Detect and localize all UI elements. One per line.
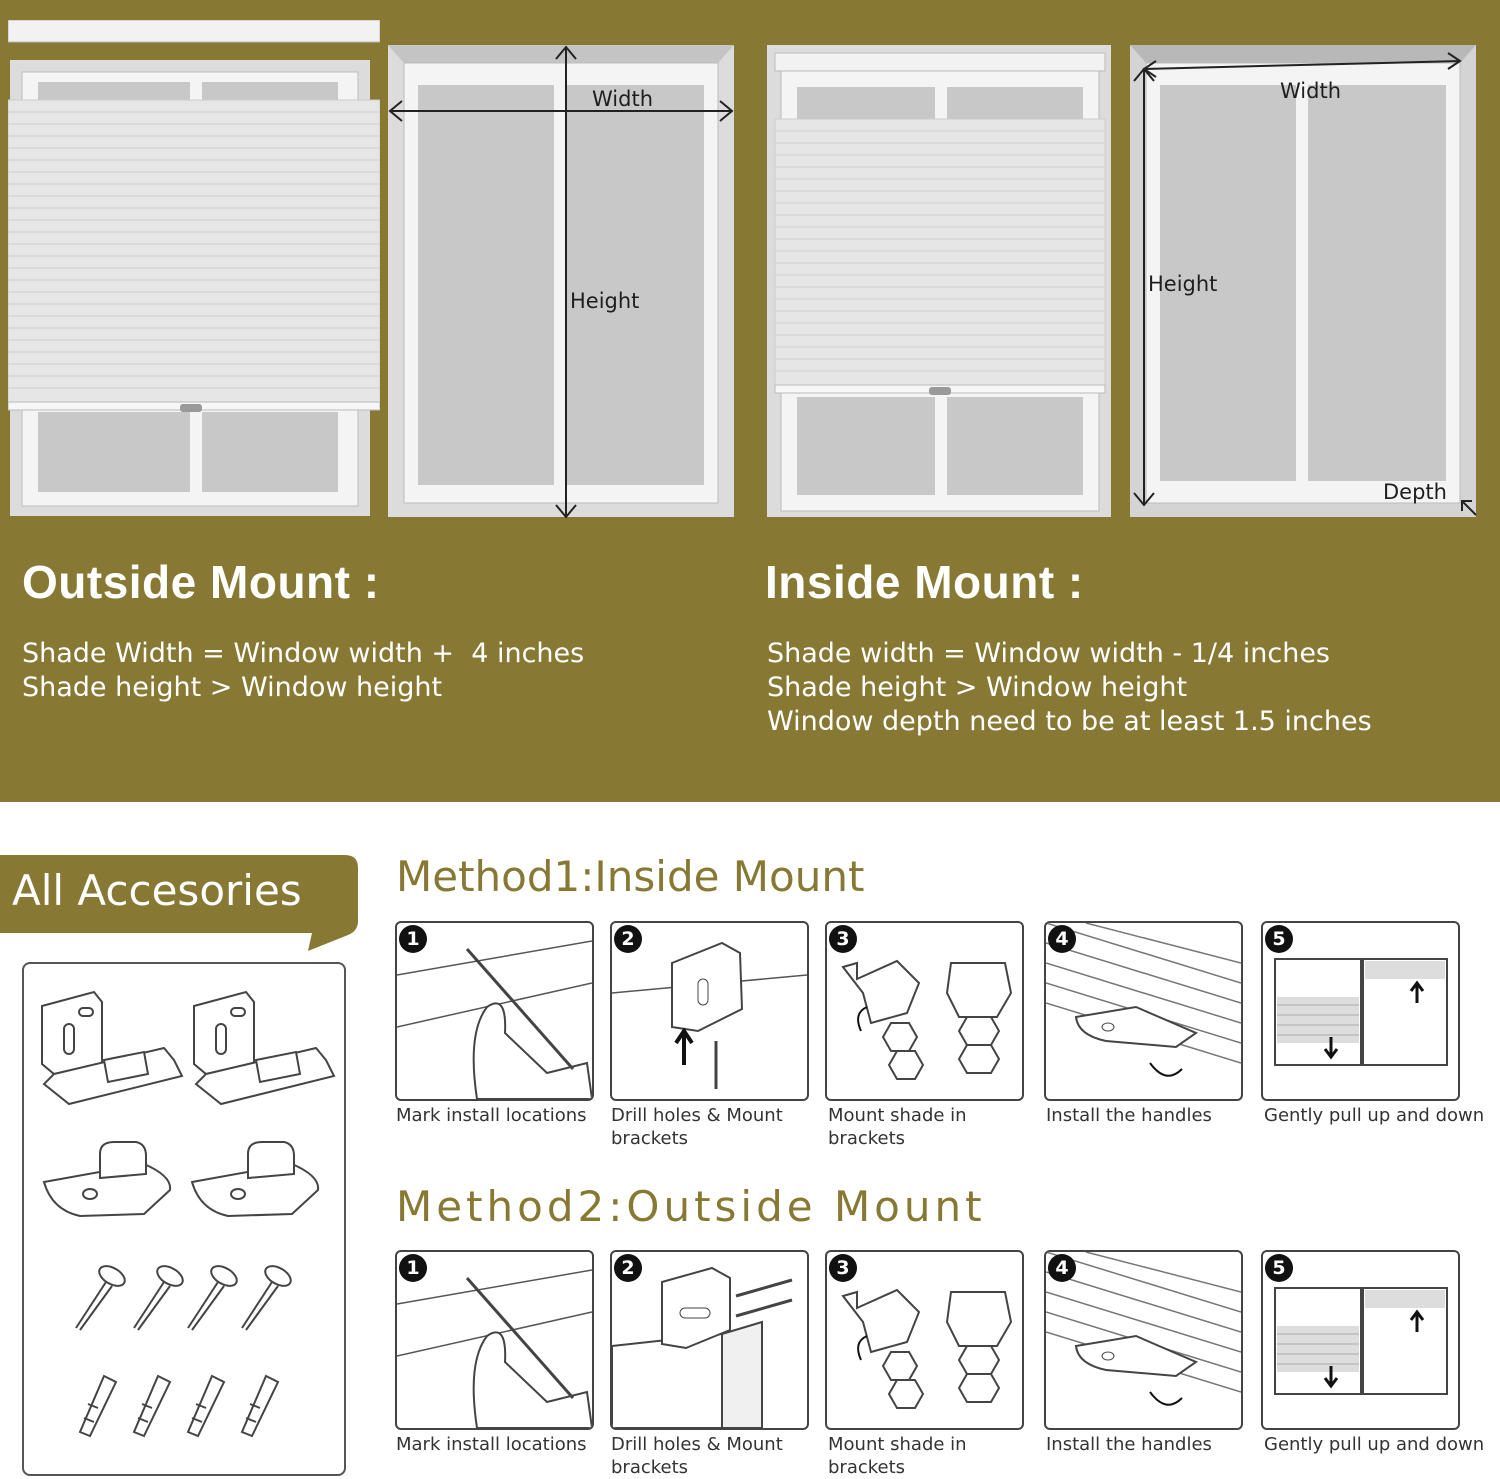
pull-shade-icon bbox=[1263, 923, 1458, 1099]
install-handle-icon bbox=[1046, 1252, 1241, 1428]
drill-bracket-icon bbox=[612, 923, 807, 1099]
method1-step1-card bbox=[395, 921, 594, 1101]
screw-icon bbox=[76, 1262, 128, 1330]
mark-locations-icon bbox=[397, 923, 592, 1099]
outside-mount-rule-height: Shade height > Window height bbox=[22, 672, 443, 703]
outside-width-label: Width bbox=[592, 87, 654, 111]
bracket-icon bbox=[194, 992, 334, 1104]
method1-step3-card bbox=[825, 921, 1024, 1101]
step-number-badge: 5 bbox=[1265, 1254, 1293, 1282]
inside-mount-window-with-shade bbox=[767, 45, 1113, 520]
outside-mount-window-with-shade bbox=[8, 20, 380, 520]
method2-step2-caption: Drill holes & Mount brackets bbox=[611, 1434, 783, 1478]
method2-step2-card bbox=[610, 1250, 809, 1430]
method2-step3-card bbox=[825, 1250, 1024, 1430]
method2-step3-caption: Mount shade in brackets bbox=[828, 1434, 967, 1478]
screw-icon bbox=[188, 1262, 240, 1330]
inside-mount-rules bbox=[767, 637, 1372, 739]
method1-step4-card bbox=[1044, 921, 1243, 1101]
method1-step1-caption: Mark install locations bbox=[396, 1105, 587, 1126]
step-number-badge: 2 bbox=[614, 1254, 642, 1282]
method1-step2-caption: Drill holes & Mount brackets bbox=[611, 1105, 783, 1149]
mount-shade-icon bbox=[827, 1252, 1022, 1428]
mark-locations-icon bbox=[397, 1252, 592, 1428]
pull-shade-icon bbox=[1263, 1252, 1458, 1428]
inside-mount-rule-width: Shade width = Window width - 1/4 inches bbox=[767, 638, 1330, 669]
outside-height-label: Height bbox=[570, 289, 640, 313]
screw-icon bbox=[242, 1262, 294, 1330]
outside-mount-measure-window bbox=[388, 45, 736, 520]
anchor-icon bbox=[134, 1376, 170, 1436]
screw-icon bbox=[134, 1262, 186, 1330]
method1-step4-caption: Install the handles bbox=[1046, 1105, 1212, 1126]
anchor-icon bbox=[80, 1376, 116, 1436]
method2-step4-caption: Install the handles bbox=[1046, 1434, 1212, 1455]
inside-width-label: Width bbox=[1280, 79, 1342, 103]
accessories-title: All Accesories bbox=[12, 866, 302, 915]
method1-step2-card bbox=[610, 921, 809, 1101]
step-number-badge: 5 bbox=[1265, 925, 1293, 953]
outside-mount-rule-width: Shade Width = Window width + 4 inches bbox=[22, 638, 585, 669]
accessories-box bbox=[22, 962, 346, 1476]
method2-step1-card bbox=[395, 1250, 594, 1430]
install-handle-icon bbox=[1046, 923, 1241, 1099]
inside-mount-rule-depth: Window depth need to be at least 1.5 inches bbox=[767, 706, 1372, 737]
step-number-badge: 4 bbox=[1048, 1254, 1076, 1282]
outside-mount-title: Outside Mount : bbox=[22, 556, 380, 608]
method2-step5-caption: Gently pull up and down bbox=[1264, 1434, 1485, 1455]
accessories-illustration bbox=[24, 964, 344, 1474]
handle-icon bbox=[192, 1142, 318, 1216]
drill-bracket-icon bbox=[612, 1252, 807, 1428]
step-number-badge: 1 bbox=[399, 1254, 427, 1282]
method2-title: Method2:Outside Mount bbox=[396, 1182, 986, 1231]
inside-mount-rule-height: Shade height > Window height bbox=[767, 672, 1188, 703]
bracket-icon bbox=[42, 992, 182, 1104]
method1-step3-caption: Mount shade in brackets bbox=[828, 1105, 967, 1149]
method1-step5-caption: Gently pull up and down bbox=[1264, 1105, 1485, 1126]
step-number-badge: 3 bbox=[829, 925, 857, 953]
outside-mount-rules bbox=[22, 637, 584, 705]
inside-depth-label: Depth bbox=[1383, 480, 1447, 504]
inside-mount-title: Inside Mount : bbox=[765, 556, 1084, 608]
anchor-icon bbox=[242, 1376, 278, 1436]
method1-title: Method1:Inside Mount bbox=[396, 852, 865, 901]
method2-step4-card bbox=[1044, 1250, 1243, 1430]
step-number-badge: 4 bbox=[1048, 925, 1076, 953]
method2-step1-caption: Mark install locations bbox=[396, 1434, 587, 1455]
mount-shade-icon bbox=[827, 923, 1022, 1099]
method1-step5-card bbox=[1261, 921, 1460, 1101]
step-number-badge: 1 bbox=[399, 925, 427, 953]
handle-icon bbox=[44, 1142, 170, 1216]
step-number-badge: 2 bbox=[614, 925, 642, 953]
inside-height-label: Height bbox=[1148, 272, 1218, 296]
step-number-badge: 3 bbox=[829, 1254, 857, 1282]
method2-step5-card bbox=[1261, 1250, 1460, 1430]
anchor-icon bbox=[188, 1376, 224, 1436]
